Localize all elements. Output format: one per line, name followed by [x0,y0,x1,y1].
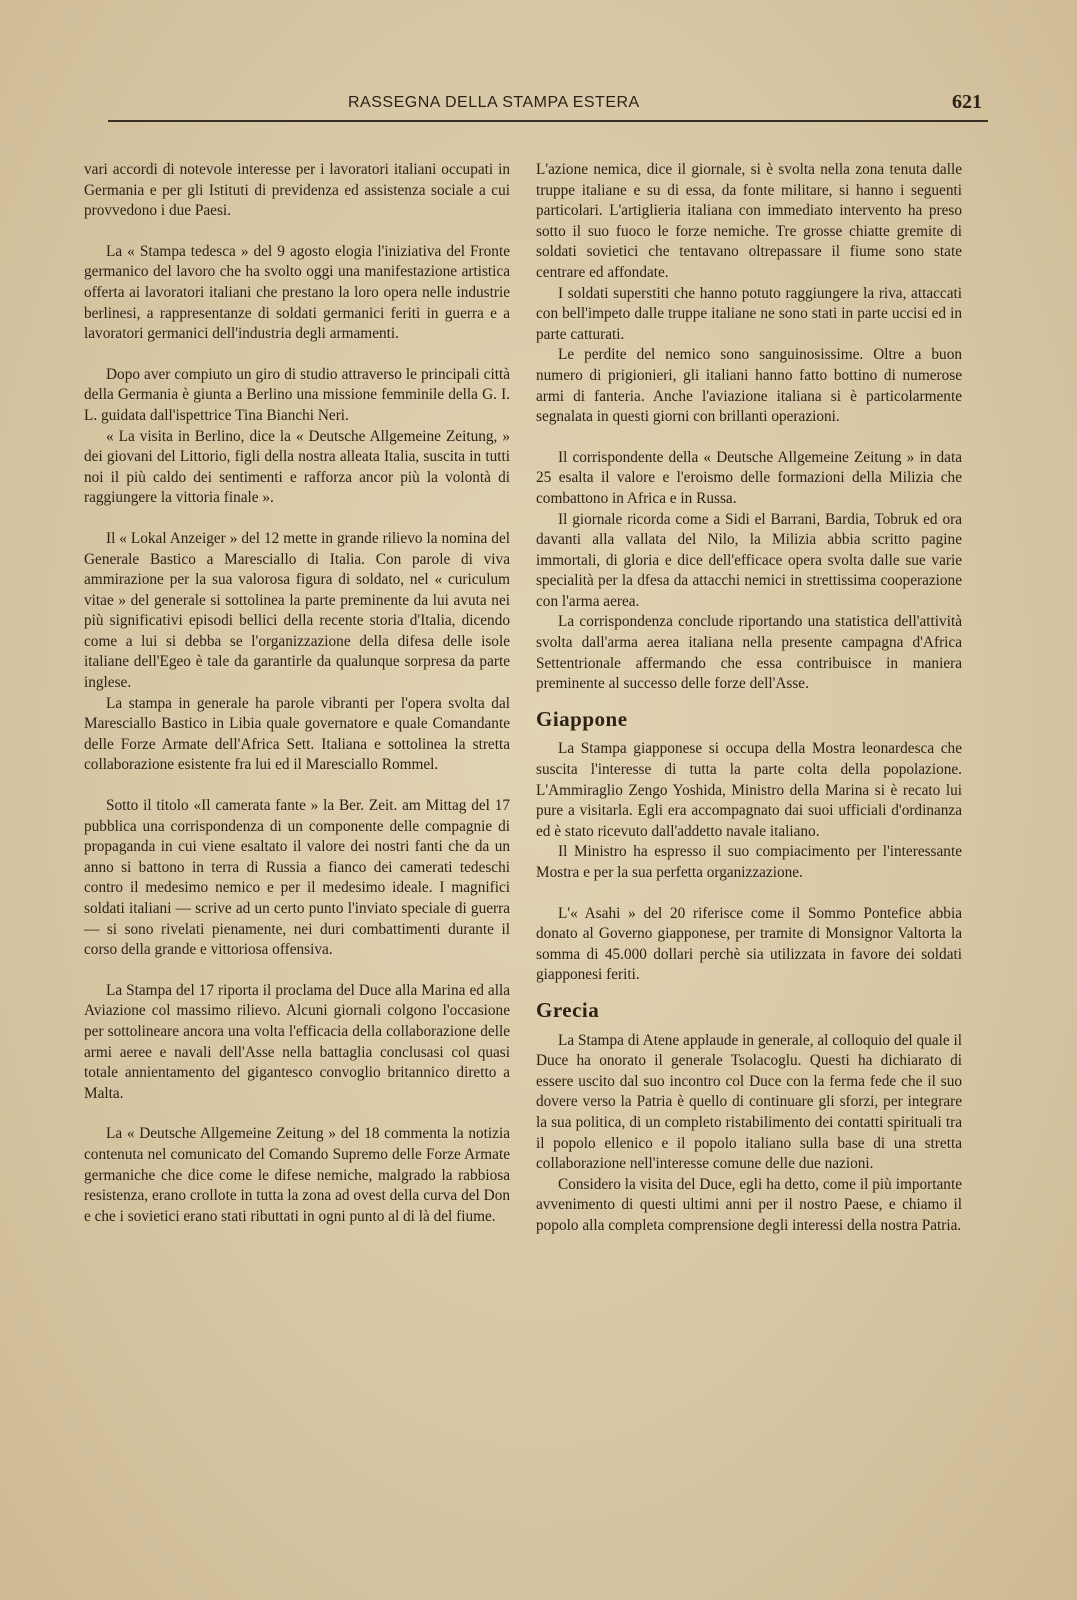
paragraph: La Stampa giapponese si occupa della Mostra leonardesca che suscita l'interesse di tutta la parte colta della popolazione. L'Ammiraglio Zengo Yoshida, Ministro della Marina si è recato lui pure a visitarla. Egli era accompagnato dai suoi ufficiali d'ordinanza ed è stato ricevuto dall'addetto navale italiano. [536,740,962,840]
paragraph: Le perdite del nemico sono sanguinosissime. Oltre a buon numero di prigionieri, gli italiani hanno fatto bottino di numerose armi di fanteria. Anche l'aviazione italiana si è particolarmente segnalata in questi giorni con brillanti operazioni. [536,346,962,426]
paragraph: Il corrispondente della « Deutsche Allgemeine Zeitung » in data 25 esalta il valore e l'eroismo delle formazioni della Milizia che combattono in Africa e in Russa. [536,448,962,507]
paragraph: La « Stampa tedesca » del 9 agosto elogia l'iniziativa del Fronte germanico del lavoro che ha svolto oggi una manifestazione artistica offerta ai lavoratori italiani che prestano la loro opera nelle industrie berlinesi, a rappresentanze di soldati germanici feriti in guerra e a lavoratori germanici dell'industria degli armamenti. [84,242,510,343]
paragraph: La Stampa del 17 riporta il proclama del Duce alla Marina ed alla Aviazione col massimo rilievo. Alcuni giornali colgono l'occasione per sottolineare ancora una volta l'efficacia della collaborazione delle armi aeree e navali dell'Asse nella battaglia conclusasi col quasi totale annientamento del gigantesco convoglio britannico diretto a Malta. [84,981,510,1102]
paragraph: Sotto il titolo «Il camerata fante » la Ber. Zeit. am Mittag del 17 pubblica una corrispondenza di un componente delle compagnie di propaganda in cui viene esaltato il valore dei nostri fanti che da un anno si battono in terra di Russia a fianco dei camerati tedeschi contro il medesimo nemico e per il medesimo ideale. I magnifici soldati italiani — scrive ad un certo punto l'inviato speciale di guerra — si sono rivelati pienamente, nei duri combattimenti durante il corso della grande e vittoriosa offensiva. [84,797,510,959]
paragraph: « La visita in Berlino, dice la « Deutsche Allgemeine Zeitung, » dei giovani del Littorio, figli della nostra alleata Italia, suscita in tutti noi il più caldo dei sentimenti e rafforza ancor più la volontà di raggiungere la vittoria finale ». [84,427,510,507]
header-rule [108,120,988,122]
paragraph: L'« Asahi » del 20 riferisce come il Sommo Pontefice abbia donato al Governo giapponese, per tramite di Monsignor Valtorta la somma di 45.000 dollari perchè sia utilizzata in favore dei soldati giapponesi feriti. [536,904,962,984]
paragraph: Dopo aver compiuto un giro di studio attraverso le principali città della Germania è giunta a Berlino una missione femminile della G. I. L. guidata dall'ispettrice Tina Bianchi Neri. [84,365,510,424]
paragraph: Il Ministro ha espresso il suo compiacimento per l'interessante Mostra e per la sua perfetta organizzazione. [536,843,962,881]
paragraph: La corrispondenza conclude riportando una statistica dell'attività svolta dall'arma aerea italiana nella presente campagna d'Africa Settentrionale affermando che essa contribuisce in maniera preminente al successo delle forze dell'Asse. [536,613,962,693]
left-column [84,160,510,1227]
running-title: RASSEGNA DELLA STAMPA ESTERA [348,94,640,111]
paragraph: vari accordi di notevole interesse per i lavoratori italiani occupati in Germania e per gli Istituti di previdenza ed assistenza sociale a cui provvedono i due Paesi. [84,161,510,220]
paragraph: La Stampa di Atene applaude in generale, al colloquio del quale il Duce ha onorato il generale Tsolacoglu. Questi ha dichiarato di essere uscito dal suo incontro col Duce con la ferma fede che il suo dovere verso la Patria è quello di continuare gli sforzi, per integrare la sua politica, di un completo ristabilimento dei contatti spirituali tra il popolo ellenico e il popolo italiano sulla base di una stretta collaborazione nell'interesse comune delle due nazioni. [536,1031,962,1173]
paragraph: La stampa in generale ha parole vibranti per l'opera svolta dal Maresciallo Bastico in Libia quale governatore e quale Comandante delle Forze Armate dell'Africa Sett. Italiana e sottolinea la stretta collaborazione esistente fra lui ed il Maresciallo Rommel. [84,694,510,774]
right-column [536,160,962,1237]
section-heading-giappone: Giappone [536,706,628,731]
page-number: 621 [952,91,982,113]
paragraph: Il « Lokal Anzeiger » del 12 mette in grande rilievo la nomina del Generale Bastico a Maresciallo di Italia. Con parole di viva ammirazione per la sua valorosa figura di soldato, nel « curiculum vitae » del generale si sottolinea la parte preminente da lui avuta nei più significativi episodi bellici della recente storia d'Italia, dicendo come a lui si debba se l'organizzazione della difesa delle isole italiane dell'Egeo è tale da garantirle da qualunque sorpresa da parte inglese. [84,529,510,692]
page-header [108,88,988,120]
paragraph: I soldati superstiti che hanno potuto raggiungere la riva, attaccati con bell'impeto dalle truppe italiane ne sono stati in parte uccisi ed in parte catturati. [536,284,962,343]
paragraph: Il giornale ricorda come a Sidi el Barrani, Bardia, Tobruk ed ora davanti alla vallata del Nilo, la Milizia abbia scritto pagine immortali, di gloria e dice dell'efficace opera svolta dalle sue varie specialità per la dfesa da attacchi nemici in strettissima cooperazione con l'arma aerea. [536,510,962,610]
paragraph: Considero la visita del Duce, egli ha detto, come il più importante avvenimento di questi ultimi anni per il nostro Paese, e chiamo il popolo alla completa comprensione degli interessi della nostra Patria. [536,1175,962,1234]
paragraph: L'azione nemica, dice il giornale, si è svolta nella zona tenuta dalle truppe italiane e su di essa, da fonte militare, si hanno i seguenti particolari. L'artiglieria italiana con immediato intervento ha preso sotto il suo fuoco le forze nemiche. Tre grosse chiatte gremite di soldati sovietici che tentavano oltrepassare il fiume sono state centrare ed affondate. [536,161,962,281]
paragraph: La « Deutsche Allgemeine Zeitung » del 18 commenta la notizia contenuta nel comunicato del Comando Supremo delle Forze Armate germaniche che dice come le difese nemiche, malgrado la rabbiosa resistenza, erano crollote in tutta la zona ad ovest della curva del Don e che i sovietici erano stati ributtati in ogni punto al di là del fiume. [84,1125,510,1225]
section-heading-grecia: Grecia [536,997,600,1022]
